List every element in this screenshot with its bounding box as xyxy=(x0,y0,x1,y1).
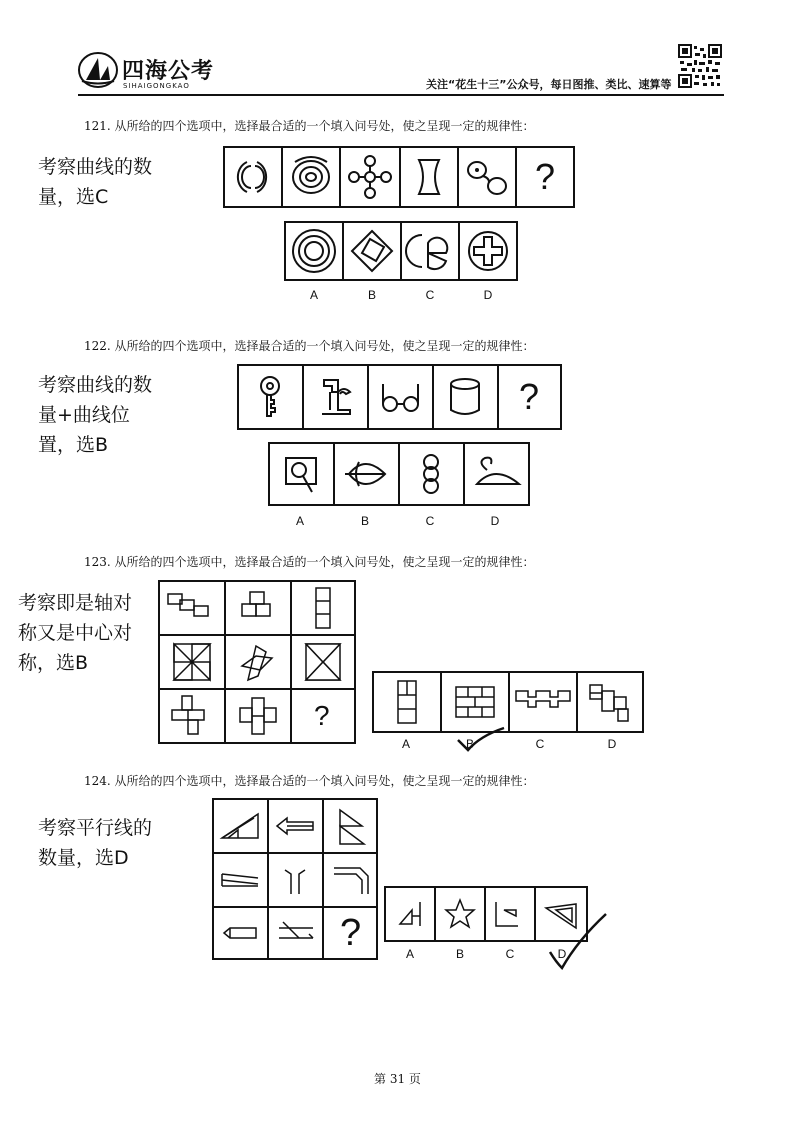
figure-cell xyxy=(281,146,341,208)
option-c-cell[interactable] xyxy=(484,886,536,942)
question-123-grid xyxy=(158,580,356,744)
option-label: A xyxy=(405,947,414,961)
note-line: 量，选C xyxy=(38,186,109,208)
option-d-cell[interactable] xyxy=(463,442,530,506)
logo-text: 四海公考 xyxy=(122,59,215,84)
note-line: 置，选B xyxy=(38,434,109,456)
note-line: 称，选B xyxy=(18,652,89,674)
option-label: C xyxy=(425,514,435,528)
note-line: 考察曲线的数 xyxy=(38,374,153,396)
option-b-cell[interactable] xyxy=(333,442,400,506)
question-mark: ? xyxy=(535,156,556,197)
option-c-cell[interactable] xyxy=(400,221,460,281)
qr-code-icon xyxy=(678,44,722,88)
option-label: A xyxy=(401,737,410,751)
question-prompt: 从所给的四个选项中，选择最合适的一个填入问号处，使之呈现一定的规律性： xyxy=(114,339,535,353)
figure-cell xyxy=(212,798,269,854)
handwritten-note-121 xyxy=(38,152,152,212)
question-mark-cell xyxy=(497,364,562,430)
question-mark-cell xyxy=(515,146,575,208)
figure-cell xyxy=(224,688,292,744)
figure-cell xyxy=(302,364,369,430)
question-mark: ? xyxy=(314,700,330,731)
handwritten-note-123 xyxy=(18,588,132,678)
figure-cell xyxy=(237,364,304,430)
note-line: 考察曲线的数 xyxy=(38,156,153,178)
logo xyxy=(78,52,118,88)
figure-cell xyxy=(224,634,292,690)
option-label: D xyxy=(490,514,500,528)
question-122-options xyxy=(268,442,530,506)
figure-cell xyxy=(158,580,226,636)
option-label: B xyxy=(367,288,376,302)
option-a-cell[interactable] xyxy=(372,671,442,733)
option-a-cell[interactable] xyxy=(268,442,335,506)
question-123-text xyxy=(84,553,535,570)
option-d-cell[interactable] xyxy=(458,221,518,281)
option-a-cell[interactable] xyxy=(384,886,436,942)
handwritten-note-124 xyxy=(38,813,152,873)
option-label: D xyxy=(607,737,617,751)
logo-subtitle: SIHAIGONGKAO xyxy=(123,82,190,90)
question-number: 122. xyxy=(84,339,111,353)
question-number: 121. xyxy=(84,119,111,133)
option-label: A xyxy=(309,288,318,302)
figure-cell xyxy=(399,146,459,208)
figure-cell xyxy=(367,364,434,430)
figure-cell xyxy=(223,146,283,208)
figure-cell xyxy=(158,634,226,690)
question-124-text xyxy=(84,772,535,789)
option-label: B xyxy=(455,947,464,961)
checkmark-icon xyxy=(548,912,608,972)
figure-cell xyxy=(267,852,324,908)
option-label: D xyxy=(557,947,567,961)
note-line: 考察即是轴对 xyxy=(18,592,133,614)
option-d-cell[interactable] xyxy=(576,671,644,733)
figure-cell xyxy=(158,688,226,744)
figure-cell xyxy=(339,146,401,208)
question-121-figures xyxy=(223,146,575,208)
option-c-cell[interactable] xyxy=(398,442,465,506)
question-124-grid xyxy=(212,798,378,960)
checkmark-icon xyxy=(456,726,506,752)
option-a-cell[interactable] xyxy=(284,221,344,281)
page-number: 第 31 页 xyxy=(374,1072,421,1086)
figure-cell xyxy=(267,906,324,960)
question-122-text xyxy=(84,337,535,354)
note-line: 数量，选D xyxy=(38,847,129,869)
option-c-cell[interactable] xyxy=(508,671,578,733)
note-line: 考察平行线的 xyxy=(38,817,153,839)
header-slogan: 关注“花生十三”公众号，每日图推、类比、速算等 xyxy=(426,78,672,91)
option-b-cell[interactable] xyxy=(342,221,402,281)
question-mark-cell xyxy=(322,906,378,960)
handwritten-note-122 xyxy=(38,370,152,460)
question-prompt: 从所给的四个选项中，选择最合适的一个填入问号处，使之呈现一定的规律性： xyxy=(114,555,535,569)
question-prompt: 从所给的四个选项中，选择最合适的一个填入问号处，使之呈现一定的规律性： xyxy=(114,774,535,788)
figure-cell xyxy=(212,906,269,960)
option-label: C xyxy=(505,947,515,961)
figure-cell xyxy=(224,580,292,636)
note-line: 称又是中心对 xyxy=(18,622,133,644)
figure-cell xyxy=(457,146,517,208)
question-mark-cell xyxy=(290,688,356,744)
header-rule xyxy=(78,94,724,96)
option-label: B xyxy=(360,514,369,528)
figure-cell xyxy=(290,634,356,690)
option-label: B xyxy=(465,737,474,751)
option-label: C xyxy=(425,288,435,302)
question-121-options xyxy=(284,221,516,281)
question-123-options xyxy=(372,671,644,733)
figure-cell xyxy=(322,798,378,854)
note-line: 量+曲线位 xyxy=(38,404,130,426)
figure-cell xyxy=(267,798,324,854)
option-label: A xyxy=(295,514,304,528)
figure-cell xyxy=(432,364,499,430)
option-label: C xyxy=(535,737,545,751)
question-mark: ? xyxy=(340,912,362,954)
option-b-cell[interactable] xyxy=(440,671,510,733)
question-122-figures xyxy=(237,364,562,430)
option-label: D xyxy=(483,288,493,302)
question-prompt: 从所给的四个选项中，选择最合适的一个填入问号处，使之呈现一定的规律性： xyxy=(114,119,535,133)
figure-cell xyxy=(290,580,356,636)
option-b-cell[interactable] xyxy=(434,886,486,942)
question-121-text xyxy=(84,117,535,134)
figure-cell xyxy=(212,852,269,908)
figure-cell xyxy=(322,852,378,908)
question-number: 124. xyxy=(84,774,111,788)
question-number: 123. xyxy=(84,555,111,569)
question-mark: ? xyxy=(519,376,540,417)
